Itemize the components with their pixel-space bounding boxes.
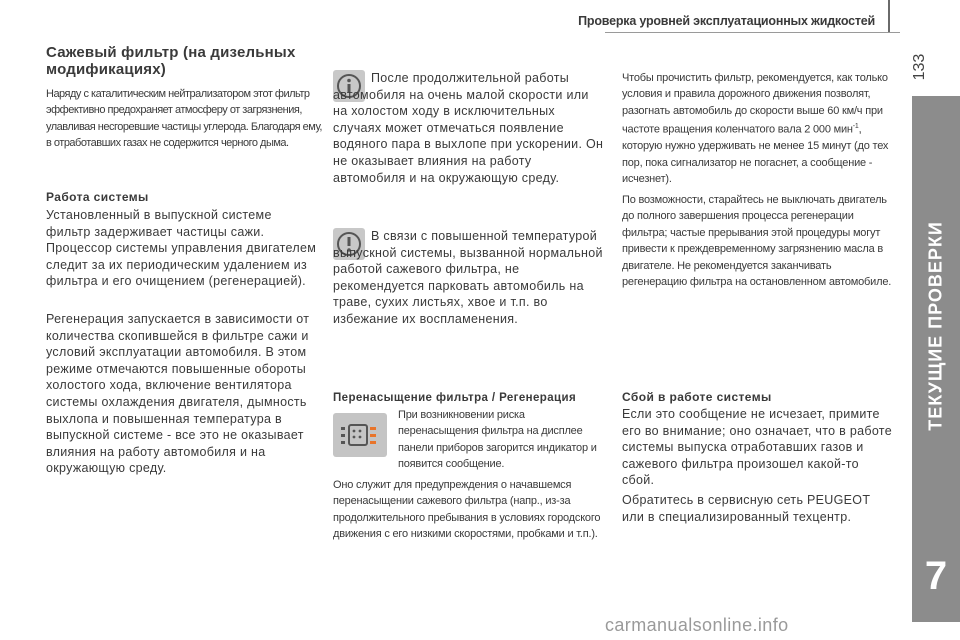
section-title-particle-filter: Сажевый фильтр (на дизельных модификациях)	[46, 44, 296, 78]
intro-paragraph: Наряду с каталитическим нейтрализатором этот фильтр эффективно предохраняет атмосферу от загрязнения, улавливая несгоревшие частицы углерода. Благодаря ему, в отработавших газах не содержится черного дыма.	[46, 88, 322, 150]
subsection-title-malfunction: Сбой в работе системы	[622, 390, 772, 404]
subsection-title-operation: Работа системы	[46, 190, 149, 204]
chapter-side-tab	[912, 96, 960, 622]
cleaning-instructions: Чтобы прочистить фильтр, рекомендуется, как только условия и правила дорожного движения позволят, разогнать автомобиль до скорости выше 60 км/ч при частоте вращения коленчатого вала 2 000 мин$^{-1}$, которую нужно удерживать не менее 15 минут (до тех пор, пока сигнализатор не погаснет, а сообщение - исчезнет).	[622, 72, 889, 186]
chapter-title: ТЕКУЩИЕ ПРОВЕРКИ	[925, 221, 946, 431]
subsection-title-saturation: Перенасыщение фильтра / Регенерация	[333, 392, 577, 404]
watermark: carmanualsonline.info	[605, 615, 789, 635]
regeneration-advice: По возможности, старайтесь не выключать двигатель до полного завершения процесса регенерации фильтра; частые прерывания этой процедуры могут привести к преждевременному загрязнению масла в двигателе. Не рекомендуется заканчивать регенерацию фильтра на остановленном автомобиле.	[622, 194, 892, 289]
chapter-number: 7	[924, 554, 948, 598]
header-rule	[605, 32, 900, 33]
saturation-paragraph: Оно служит для предупреждения о начавшемся перенасыщении сажевого фильтра (напр., из-за продолжительного пребывания в условиях городского движения с его низкими скоростями, пробками и т.п.).	[333, 479, 601, 541]
service-paragraph: Обратитесь в сервисную сеть PEUGEOT или в специализированный техцентр.	[622, 493, 871, 524]
malfunction-paragraph: Если это сообщение не исчезает, примите его во внимание; оно означает, что в работе системы выпуска отработавших газов и сажевого фильтра произошел какой-то сбой.	[622, 407, 892, 488]
particle-filter-warning-icon	[333, 413, 387, 457]
page-number: 133	[911, 53, 928, 81]
indicator-description: При возникновении риска перенасыщения фильтра на дисплее панели приборов загорится индикатор и появится сообщение.	[398, 409, 597, 471]
page-header-title: Проверка уровней эксплуатационных жидкостей	[578, 14, 875, 28]
operation-paragraph-1: Установленный в выпускной системе фильтр задерживает частицы сажи. Процессор системы управления двигателем следит за их периодическим удалением из фильтра и его очищением (регенерацией).	[46, 208, 317, 289]
warning-note-text: В связи с повышенной температурой выпускной системы, вызванной нормальной работой сажевого фильтра, не рекомендуется парковать автомобиль на траве, сухих листьях, хвое и т.п. во избежание их воспламенения.	[333, 229, 603, 326]
info-note-text: После продолжительной работы автомобиля на очень малой скорости или на холостом ходу в исключительных случаях может отмечаться появление водяного пара в выхлопе при ускорении. Он не оказывает влияния на работу автомобиля и на окружающую среду.	[333, 71, 604, 185]
header-vertical-rule	[888, 0, 890, 33]
operation-paragraph-2: Регенерация запускается в зависимости от количества скопившейся в фильтре сажи и условий эксплуатации автомобиля. В этом режиме отмечаются повышенные обороты холостого хода, включение вентилятора системы охлаждения двигателя, дымность выхлопа и повышенная температура в выпускной системе - все это не оказывает влияния на работу автомобиля и на окружающую среду.	[46, 312, 310, 476]
